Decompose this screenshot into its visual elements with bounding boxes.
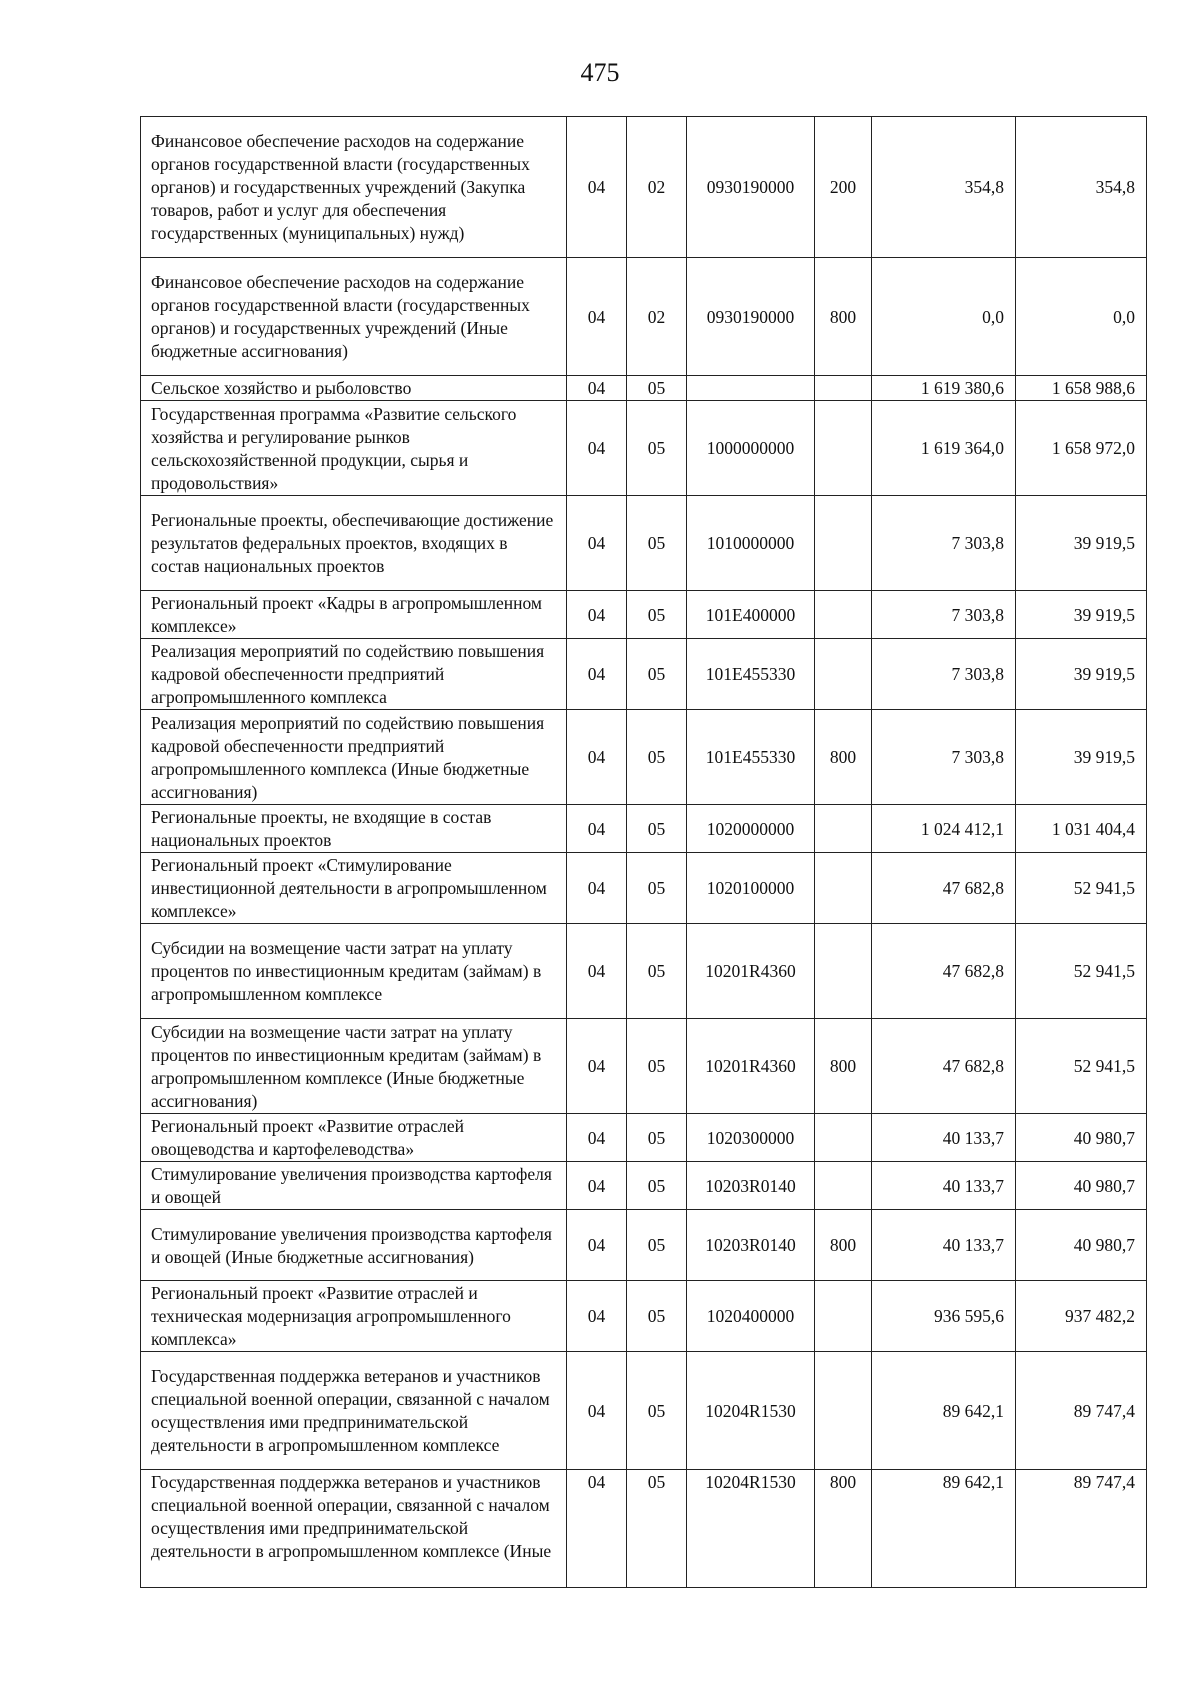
row-subsection-code: 05 — [627, 1352, 687, 1470]
row-amount-first: 89 642,1 — [872, 1470, 1016, 1588]
table-row — [141, 853, 1147, 924]
row-amount-second: 1 658 988,6 — [1016, 376, 1147, 401]
row-target-code: 1020400000 — [687, 1281, 815, 1352]
row-expense-type-code: 800 — [815, 1470, 872, 1588]
row-name: Региональный проект «Кадры в агропромышленном комплексе» — [141, 591, 567, 639]
table-row — [141, 1470, 1147, 1588]
row-amount-first: 936 595,6 — [872, 1281, 1016, 1352]
row-target-code: 101E400000 — [687, 591, 815, 639]
row-expense-type-code — [815, 591, 872, 639]
row-expense-type-code — [815, 1114, 872, 1162]
row-subsection-code: 02 — [627, 117, 687, 258]
page-number: 475 — [580, 58, 620, 87]
row-target-code: 10204R1530 — [687, 1470, 815, 1588]
row-section-code: 04 — [567, 805, 627, 853]
row-section-code: 04 — [567, 258, 627, 376]
row-subsection-code: 05 — [627, 710, 687, 805]
row-expense-type-code — [815, 639, 872, 710]
row-subsection-code: 05 — [627, 1470, 687, 1588]
row-target-code — [687, 376, 815, 401]
row-target-code: 1020300000 — [687, 1114, 815, 1162]
budget-table — [140, 116, 1147, 1588]
row-subsection-code: 02 — [627, 258, 687, 376]
row-name: Стимулирование увеличения производства картофеля и овощей (Иные бюджетные ассигнования) — [141, 1210, 567, 1281]
budget-table-body — [141, 117, 1147, 1588]
row-target-code: 10203R0140 — [687, 1162, 815, 1210]
row-target-code: 1020000000 — [687, 805, 815, 853]
row-section-code: 04 — [567, 1210, 627, 1281]
row-subsection-code: 05 — [627, 1162, 687, 1210]
row-amount-second: 52 941,5 — [1016, 853, 1147, 924]
row-amount-second: 0,0 — [1016, 258, 1147, 376]
table-row — [141, 401, 1147, 496]
row-amount-second: 52 941,5 — [1016, 924, 1147, 1019]
row-subsection-code: 05 — [627, 376, 687, 401]
row-expense-type-code — [815, 1352, 872, 1470]
row-expense-type-code: 800 — [815, 1210, 872, 1281]
table-row — [141, 591, 1147, 639]
row-subsection-code: 05 — [627, 401, 687, 496]
row-subsection-code: 05 — [627, 1114, 687, 1162]
row-target-code: 0930190000 — [687, 258, 815, 376]
row-expense-type-code — [815, 401, 872, 496]
row-amount-first: 40 133,7 — [872, 1114, 1016, 1162]
row-subsection-code: 05 — [627, 1019, 687, 1114]
row-section-code: 04 — [567, 1470, 627, 1588]
row-target-code: 1010000000 — [687, 496, 815, 591]
row-amount-first: 7 303,8 — [872, 710, 1016, 805]
row-section-code: 04 — [567, 1352, 627, 1470]
table-row — [141, 1162, 1147, 1210]
row-subsection-code: 05 — [627, 1210, 687, 1281]
row-expense-type-code: 800 — [815, 1019, 872, 1114]
table-row — [141, 1352, 1147, 1470]
row-target-code: 101E455330 — [687, 710, 815, 805]
table-row — [141, 639, 1147, 710]
row-name: Реализация мероприятий по содействию повышения кадровой обеспеченности предприятий агропромышленного комплекса — [141, 639, 567, 710]
row-name: Финансовое обеспечение расходов на содержание органов государственной власти (государственных органов) и государственных учреждений (Иные бюджетные ассигнования) — [141, 258, 567, 376]
row-amount-first: 40 133,7 — [872, 1162, 1016, 1210]
row-expense-type-code: 800 — [815, 258, 872, 376]
row-amount-first: 1 024 412,1 — [872, 805, 1016, 853]
row-name: Сельское хозяйство и рыболовство — [141, 376, 567, 401]
row-expense-type-code — [815, 853, 872, 924]
row-amount-second: 937 482,2 — [1016, 1281, 1147, 1352]
row-name: Субсидии на возмещение части затрат на уплату процентов по инвестиционным кредитам (займам) в агропромышленном комплексе — [141, 924, 567, 1019]
row-amount-second: 89 747,4 — [1016, 1470, 1147, 1588]
row-amount-second: 39 919,5 — [1016, 639, 1147, 710]
row-name: Региональные проекты, обеспечивающие достижение результатов федеральных проектов, входящих в состав национальных проектов — [141, 496, 567, 591]
row-section-code: 04 — [567, 1281, 627, 1352]
table-row — [141, 117, 1147, 258]
row-section-code: 04 — [567, 710, 627, 805]
row-amount-first: 7 303,8 — [872, 496, 1016, 591]
row-amount-first: 47 682,8 — [872, 1019, 1016, 1114]
row-name: Государственная программа «Развитие сельского хозяйства и регулирование рынков сельскохозяйственной продукции, сырья и продовольствия» — [141, 401, 567, 496]
row-amount-first: 89 642,1 — [872, 1352, 1016, 1470]
row-expense-type-code: 800 — [815, 710, 872, 805]
table-row — [141, 376, 1147, 401]
row-amount-second: 354,8 — [1016, 117, 1147, 258]
row-target-code: 10203R0140 — [687, 1210, 815, 1281]
row-section-code: 04 — [567, 591, 627, 639]
row-expense-type-code — [815, 1281, 872, 1352]
row-subsection-code: 05 — [627, 853, 687, 924]
row-amount-second: 40 980,7 — [1016, 1210, 1147, 1281]
row-name: Субсидии на возмещение части затрат на уплату процентов по инвестиционным кредитам (займам) в агропромышленном комплексе (Иные бюджетные ассигнования) — [141, 1019, 567, 1114]
row-section-code: 04 — [567, 1114, 627, 1162]
row-expense-type-code: 200 — [815, 117, 872, 258]
table-row — [141, 924, 1147, 1019]
row-section-code: 04 — [567, 639, 627, 710]
row-expense-type-code — [815, 805, 872, 853]
row-target-code: 0930190000 — [687, 117, 815, 258]
row-section-code: 04 — [567, 853, 627, 924]
table-row — [141, 1019, 1147, 1114]
row-subsection-code: 05 — [627, 591, 687, 639]
row-name: Государственная поддержка ветеранов и участников специальной военной операции, связанной с началом осуществления ими предпринимательской деятельности в агропромышленном комплексе (Иные — [141, 1470, 567, 1588]
row-name: Финансовое обеспечение расходов на содержание органов государственной власти (государственных органов) и государственных учреждений (Закупка товаров, работ и услуг для обеспечения государственных (муниципальных) нужд) — [141, 117, 567, 258]
row-amount-second: 1 031 404,4 — [1016, 805, 1147, 853]
row-name: Стимулирование увеличения производства картофеля и овощей — [141, 1162, 567, 1210]
row-section-code: 04 — [567, 376, 627, 401]
row-subsection-code: 05 — [627, 924, 687, 1019]
row-name: Региональный проект «Стимулирование инвестиционной деятельности в агропромышленном комплексе» — [141, 853, 567, 924]
row-expense-type-code — [815, 376, 872, 401]
row-amount-first: 1 619 364,0 — [872, 401, 1016, 496]
row-expense-type-code — [815, 496, 872, 591]
row-subsection-code: 05 — [627, 1281, 687, 1352]
row-amount-second: 39 919,5 — [1016, 496, 1147, 591]
row-target-code: 10204R1530 — [687, 1352, 815, 1470]
row-amount-first: 1 619 380,6 — [872, 376, 1016, 401]
table-row — [141, 496, 1147, 591]
row-section-code: 04 — [567, 924, 627, 1019]
row-amount-first: 0,0 — [872, 258, 1016, 376]
row-amount-first: 7 303,8 — [872, 639, 1016, 710]
table-row — [141, 258, 1147, 376]
row-section-code: 04 — [567, 117, 627, 258]
table-row — [141, 1210, 1147, 1281]
row-target-code: 10201R4360 — [687, 1019, 815, 1114]
row-amount-first: 40 133,7 — [872, 1210, 1016, 1281]
row-name: Региональный проект «Развитие отраслей овощеводства и картофелеводства» — [141, 1114, 567, 1162]
row-target-code: 1020100000 — [687, 853, 815, 924]
row-expense-type-code — [815, 1162, 872, 1210]
row-section-code: 04 — [567, 1162, 627, 1210]
row-amount-second: 1 658 972,0 — [1016, 401, 1147, 496]
row-section-code: 04 — [567, 401, 627, 496]
row-expense-type-code — [815, 924, 872, 1019]
row-name: Государственная поддержка ветеранов и участников специальной военной операции, связанной с началом осуществления ими предпринимательской деятельности в агропромышленном комплексе — [141, 1352, 567, 1470]
row-subsection-code: 05 — [627, 805, 687, 853]
row-amount-second: 39 919,5 — [1016, 710, 1147, 805]
table-row — [141, 1114, 1147, 1162]
row-target-code: 10201R4360 — [687, 924, 815, 1019]
table-row — [141, 1281, 1147, 1352]
row-target-code: 1000000000 — [687, 401, 815, 496]
row-section-code: 04 — [567, 1019, 627, 1114]
table-row — [141, 805, 1147, 853]
row-amount-second: 89 747,4 — [1016, 1352, 1147, 1470]
row-subsection-code: 05 — [627, 496, 687, 591]
row-amount-first: 354,8 — [872, 117, 1016, 258]
row-amount-second: 52 941,5 — [1016, 1019, 1147, 1114]
row-amount-second: 39 919,5 — [1016, 591, 1147, 639]
row-subsection-code: 05 — [627, 639, 687, 710]
row-amount-second: 40 980,7 — [1016, 1114, 1147, 1162]
row-name: Региональный проект «Развитие отраслей и техническая модернизация агропромышленного комплекса» — [141, 1281, 567, 1352]
row-section-code: 04 — [567, 496, 627, 591]
row-amount-first: 7 303,8 — [872, 591, 1016, 639]
row-target-code: 101E455330 — [687, 639, 815, 710]
row-name: Региональные проекты, не входящие в состав национальных проектов — [141, 805, 567, 853]
row-name: Реализация мероприятий по содействию повышения кадровой обеспеченности предприятий агропромышленного комплекса (Иные бюджетные ассигнования) — [141, 710, 567, 805]
row-amount-first: 47 682,8 — [872, 853, 1016, 924]
row-amount-second: 40 980,7 — [1016, 1162, 1147, 1210]
row-amount-first: 47 682,8 — [872, 924, 1016, 1019]
table-row — [141, 710, 1147, 805]
